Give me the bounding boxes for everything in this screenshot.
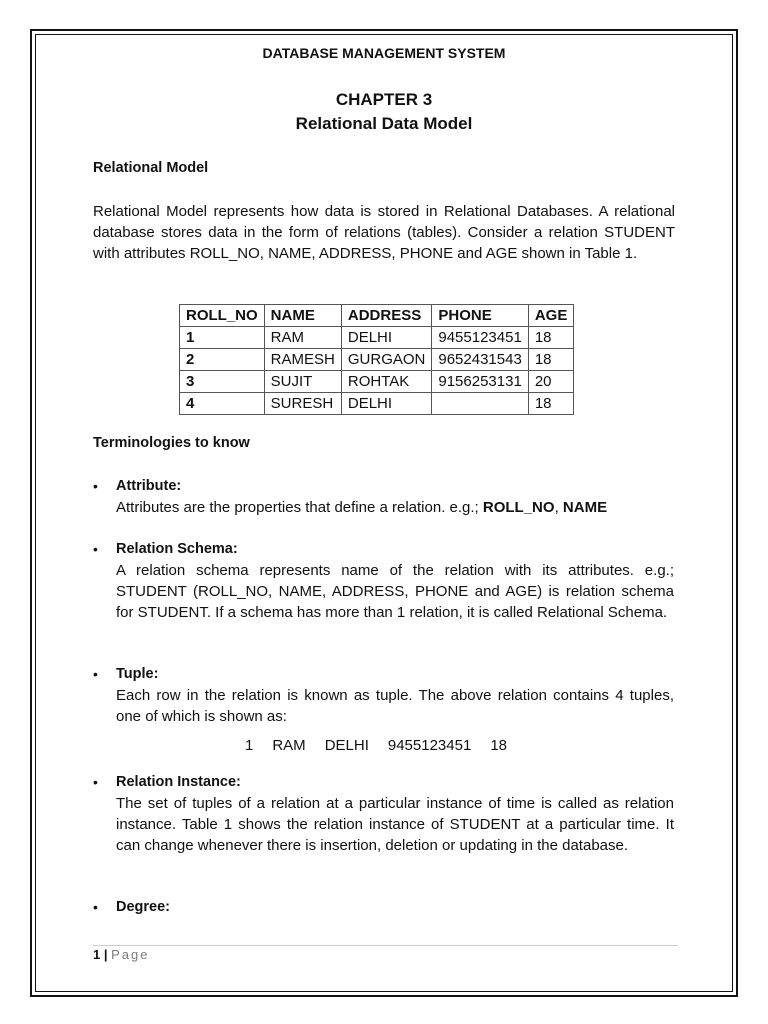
table-cell: 4 <box>180 393 265 415</box>
table-cell: DELHI <box>341 393 432 415</box>
term-definition: A relation schema represents name of the relation with its attributes. e.g.; STUDENT (ROLL_NO, NAME, ADDRESS, PHONE and AGE) is relation schema for STUDENT. If a schema has more than 1 relation, it is called Relational Schema. <box>116 562 674 621</box>
table-cell: SURESH <box>264 393 341 415</box>
chapter-title: Relational Data Model <box>295 114 473 133</box>
term-title: Degree: <box>116 899 170 915</box>
term-separator: , <box>554 499 563 516</box>
table-cell: 9156253131 <box>432 371 528 393</box>
table-row <box>180 327 574 349</box>
table-cell: 2 <box>180 349 265 371</box>
table-cell: 20 <box>528 371 574 393</box>
document-header: DATABASE MANAGEMENT SYSTEM <box>262 45 506 61</box>
page-label: Page <box>111 947 150 962</box>
section-heading-terminologies: Terminologies to know <box>93 435 250 451</box>
term-bold-example: ROLL_NO <box>482 499 555 516</box>
table-cell: ROHTAK <box>341 371 432 393</box>
table-cell: 9455123451 <box>432 327 528 349</box>
bullet-icon: • <box>93 541 98 557</box>
tuple-value: 9455123451 <box>387 737 472 754</box>
bullet-icon: • <box>93 774 98 790</box>
table-cell: 18 <box>528 393 574 415</box>
tuple-example <box>245 737 526 754</box>
chapter-number: CHAPTER 3 <box>335 90 433 109</box>
term-title: Tuple: <box>116 666 159 682</box>
bullet-icon: • <box>93 899 98 915</box>
tuple-value: 1 <box>245 737 254 754</box>
bullet-icon: • <box>93 478 98 494</box>
table-header-cell: AGE <box>528 305 574 327</box>
tuple-value: 18 <box>490 737 507 754</box>
chapter-heading <box>93 88 675 136</box>
page-footer <box>93 947 149 962</box>
table-cell: GURGAON <box>341 349 432 371</box>
table-cell: SUJIT <box>264 371 341 393</box>
term-title: Attribute: <box>116 478 182 494</box>
table-cell: RAM <box>264 327 341 349</box>
term-title: Relation Instance: <box>116 774 241 790</box>
table-cell: DELHI <box>341 327 432 349</box>
section-heading-relational-model: Relational Model <box>93 160 209 176</box>
term-text: Attributes are the properties that define a relation. e.g.; <box>116 499 483 516</box>
table-header-cell: PHONE <box>432 305 528 327</box>
footer-separator: | <box>100 947 112 962</box>
table-cell <box>432 393 528 415</box>
tuple-value: DELHI <box>324 737 369 754</box>
table-header-cell: ADDRESS <box>341 305 432 327</box>
table-cell: RAMESH <box>264 349 341 371</box>
table-row <box>180 349 574 371</box>
table-row <box>180 371 574 393</box>
tuple-value: RAM <box>272 737 306 754</box>
table-cell: 18 <box>528 349 574 371</box>
table-cell: 1 <box>180 327 265 349</box>
term-definition <box>116 497 674 518</box>
relational-model-paragraph: Relational Model represents how data is stored in Relational Databases. A relational database stores data in the form of relations (tables). Consider a relation STUDENT with attributes ROLL_NO, NAME, ADDRESS, PHONE and AGE shown in Table 1. <box>93 203 675 262</box>
student-table <box>179 304 574 415</box>
table-cell: 9652431543 <box>432 349 528 371</box>
term-definition: Each row in the relation is known as tuple. The above relation contains 4 tuples, one of which is shown as: <box>116 687 674 725</box>
term-title: Relation Schema: <box>116 541 238 557</box>
table-row <box>180 393 574 415</box>
footer-divider <box>93 945 678 946</box>
table-cell: 3 <box>180 371 265 393</box>
table-header-cell: NAME <box>264 305 341 327</box>
page-number: 1 <box>93 947 101 962</box>
table-header-cell: ROLL_NO <box>180 305 265 327</box>
table-cell: 18 <box>528 327 574 349</box>
table-header-row <box>180 305 574 327</box>
bullet-icon: • <box>93 666 98 682</box>
term-bold-example: NAME <box>562 499 608 516</box>
term-definition: The set of tuples of a relation at a particular instance of time is called as relation instance. Table 1 shows the relation instance of STUDENT at a particular time. It can change whenever there is insertion, deletion or updating in the database. <box>116 795 674 854</box>
